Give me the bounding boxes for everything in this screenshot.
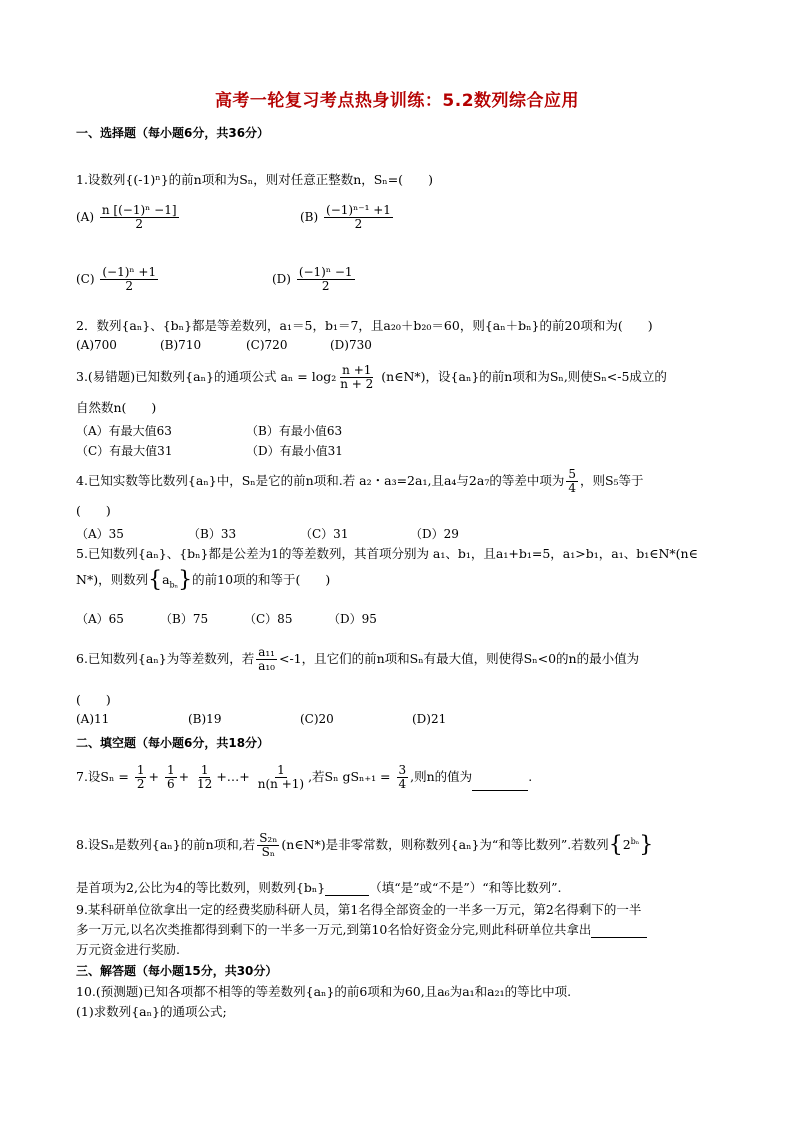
q2-option-b: (B)710 xyxy=(160,338,202,352)
q5-option-a: （A）65 xyxy=(76,612,124,626)
q4-option-a: （A）35 xyxy=(76,527,124,541)
q3-option-c: （C）有最大值31 xyxy=(76,444,173,458)
q1-option-a: (A) $\frac{\text{n [(−1)ⁿ −1]}}{2}$ xyxy=(76,203,177,232)
q6-option-b: (B)19 xyxy=(188,712,222,726)
q6-option-d: (D)21 xyxy=(412,712,447,726)
section-heading-solution: 三、解答题（每小题15分，共30分） xyxy=(76,964,278,978)
question-6: 6.已知数列{aₙ}为等差数列，若 $\frac{\text{a₁₁}}{\text{a₁₀}}$ <-1，且它们的前n项和Sₙ有最大值，则使得Sₙ<0的n的最小值为 xyxy=(76,645,640,674)
q1-option-c: (C) $\frac{\text{(−1)ⁿ +1}}{2}$ xyxy=(76,265,157,294)
q5-option-b: （B）75 xyxy=(160,612,209,626)
q4-option-d: （D）29 xyxy=(410,527,459,541)
question-5-line-2: N*)，则数列$\{a_{b_n}\}$的前10项的和等于( ) xyxy=(76,567,331,593)
q1-option-d: (D) $\frac{\text{(−1)ⁿ −1}}{2}$ xyxy=(272,265,353,294)
q4-option-c: （C）31 xyxy=(300,527,349,541)
question-9-line-2: 多一万元,以名次类推都得到剩下的一半多一万元,到第10名恰好资金分完,则此科研单位共拿出 xyxy=(76,922,647,938)
q1-option-b: (B) $\frac{\text{(−1)ⁿ⁻¹ +1}}{2}$ xyxy=(300,203,391,232)
q3-option-d: （D）有最小值31 xyxy=(246,444,343,458)
question-3-line-2: 自然数n( ) xyxy=(76,400,157,415)
question-9: 9.某科研单位欲拿出一定的经费奖励科研人员，第1名得全部资金的一半多一万元，第2名得剩下的一半 xyxy=(76,902,642,917)
question-1: 1.设数列{(-1)ⁿ}的前n项和为Sₙ，则对任意正整数n，Sₙ=( ) xyxy=(76,172,433,187)
section-heading-choice: 一、选择题（每小题6分，共36分） xyxy=(76,126,270,140)
q2-option-a: (A)700 xyxy=(76,338,117,352)
q5-option-c: （C）85 xyxy=(244,612,293,626)
question-3: 3.(易错题)已知数列{aₙ}的通项公式 aₙ = log₂ $\frac{n +1}{n + 2}$ (n∈N*)，设{aₙ}的前n项和为Sₙ,则使Sₙ<-5成立的 xyxy=(76,363,667,392)
answer-blank[interactable] xyxy=(325,895,369,896)
question-5: 5.已知数列{aₙ}、{bₙ}都是公差为1的等差数列，其首项分别为 a₁、b₁，且a₁+b₁=5，a₁>b₁，a₁、b₁∈N*(n∈ xyxy=(76,546,698,561)
question-10: 10.(预测题)已知各项都不相等的等差数列{aₙ}的前6项和为60,且a₆为a₁和a₂₁的等比中项. xyxy=(76,984,572,999)
q3-option-a: （A）有最大值63 xyxy=(76,424,172,438)
q5-option-d: （D）95 xyxy=(328,612,377,626)
answer-blank[interactable] xyxy=(591,937,647,938)
question-4-line-2: ( ) xyxy=(76,503,111,518)
page-title: 高考一轮复习考点热身训练：5.2数列综合应用 xyxy=(214,91,580,111)
question-9-line-3: 万元资金进行奖励. xyxy=(76,942,180,957)
q3-option-b: （B）有最小值63 xyxy=(246,424,343,438)
question-6-line-2: ( ) xyxy=(76,692,111,707)
question-7: 7.设Sₙ = $\frac{1}{2}$ + $\frac{1}{6}$ + $\frac{1}{12}$ +…+ $\frac{1}{n(n +1)}$ ,若Sₙ gSₙ₊₁ = $\frac{3}{4}$ ,则n的值为 . xyxy=(76,763,533,792)
q4-option-b: （B）33 xyxy=(188,527,237,541)
answer-blank[interactable] xyxy=(472,790,528,791)
question-8: 8.设Sₙ是数列{aₙ}的前n项和,若 $\frac{\text{S₂ₙ}}{\text{Sₙ}}$ (n∈N*)是非零常数，则称数列{aₙ}为“和等比数列”.若数列$\{2^{b_n}\}$ xyxy=(76,831,654,860)
question-2: 2．数列{aₙ}、{bₙ}都是等差数列，a₁＝5，b₁＝7，且a₂₀＋b₂₀＝60，则{aₙ＋bₙ}的前20项和为( ) xyxy=(76,318,653,333)
q2-option-d: (D)730 xyxy=(330,338,372,352)
q2-option-c: (C)720 xyxy=(246,338,288,352)
q6-option-a: (A)11 xyxy=(76,712,110,726)
section-heading-fill: 二、填空题（每小题6分，共18分） xyxy=(76,736,270,750)
question-8-line-2: 是首项为2,公比为4的等比数列，则数列{bₙ} （填“是”或“不是”）“和等比数列”. xyxy=(76,880,562,895)
question-4: 4.已知实数等比数列{aₙ}中，Sₙ是它的前n项和.若 a₂・a₃=2a₁,且a₄与2a₇的等差中项为 $\frac{5}{4}$ ，则S₅等于 xyxy=(76,467,644,496)
q6-option-c: (C)20 xyxy=(300,712,334,726)
question-10-part-1: (1)求数列{aₙ}的通项公式; xyxy=(76,1004,227,1019)
